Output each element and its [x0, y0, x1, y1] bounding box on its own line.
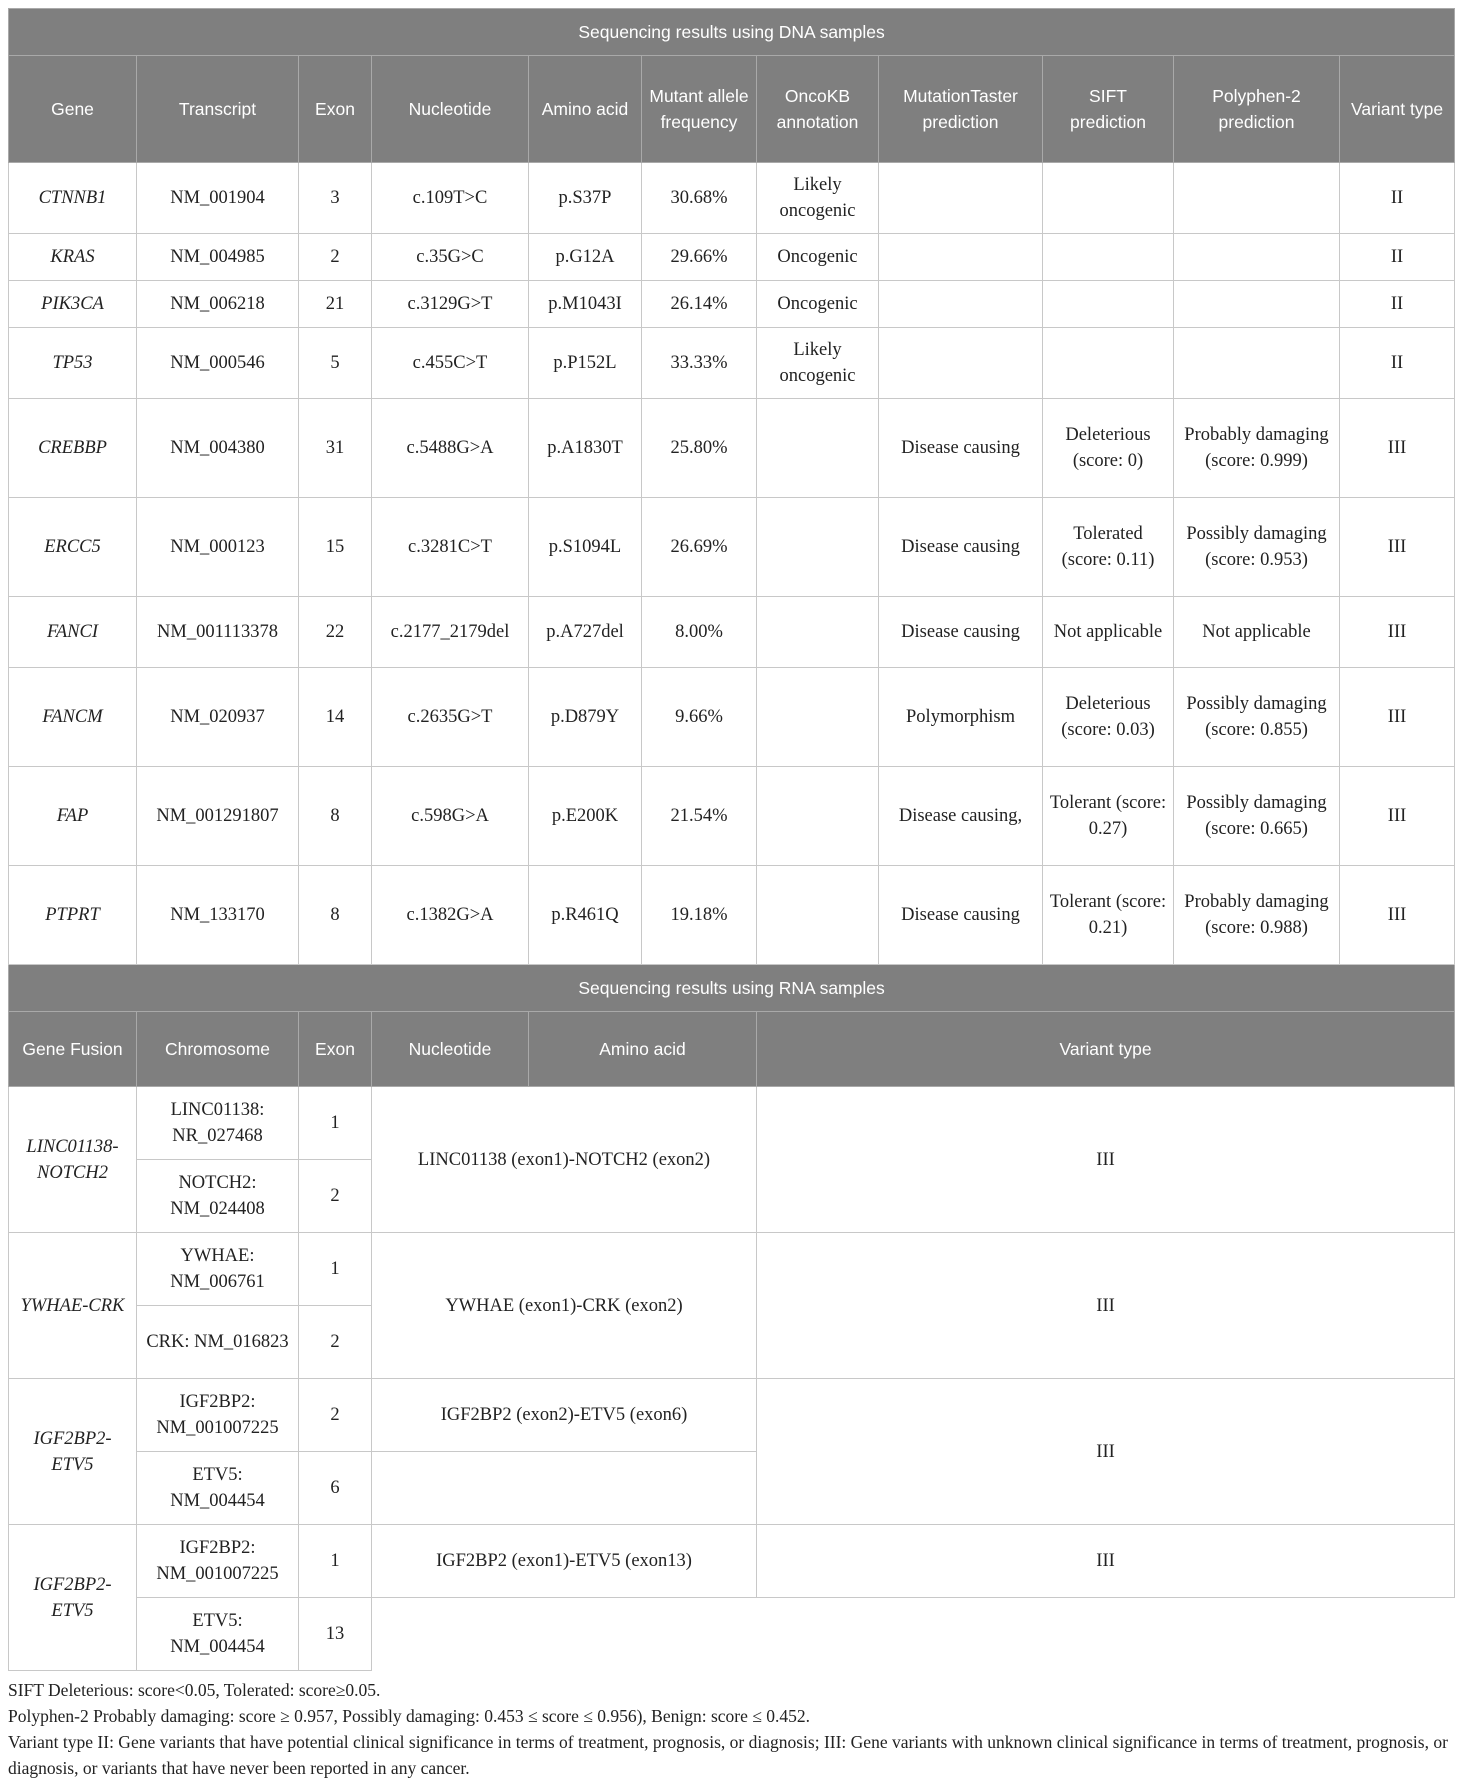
table-row: [9, 498, 1455, 597]
empty-cell: [372, 1452, 757, 1525]
empty-cell: [372, 1598, 1455, 1671]
col-header-exon: Exon: [299, 56, 372, 163]
polyphen-cell: Possibly damaging (score: 0.665): [1174, 767, 1340, 866]
variant-type-cell: III: [1340, 668, 1455, 767]
amino-acid-cell: p.A727del: [529, 597, 642, 668]
exon-cell: 1: [299, 1087, 372, 1160]
exon-cell: 8: [299, 767, 372, 866]
exon-cell: 5: [299, 328, 372, 399]
chromosome-cell: YWHAE: NM_006761: [137, 1233, 299, 1306]
polyphen-cell: [1174, 163, 1340, 234]
exon-cell: 15: [299, 498, 372, 597]
sift-cell: Tolerant (score: 0.21): [1043, 866, 1174, 965]
table-row: [9, 1087, 1455, 1160]
oncokb-cell: Likely oncogenic: [757, 328, 879, 399]
mutationtaster-cell: [879, 163, 1043, 234]
nucleotide-cell: c.1382G>A: [372, 866, 529, 965]
col-header-amino-acid: Amino acid: [529, 1012, 757, 1087]
maf-cell: 21.54%: [642, 767, 757, 866]
exon-cell: 1: [299, 1525, 372, 1598]
gene-cell: KRAS: [9, 234, 137, 281]
col-header-transcript: Transcript: [137, 56, 299, 163]
variant-type-cell: III: [1340, 767, 1455, 866]
table-row: [9, 1525, 1455, 1598]
oncokb-cell: Oncogenic: [757, 281, 879, 328]
col-header-variant-type: Variant type: [1340, 56, 1455, 163]
variant-type-cell: III: [757, 1379, 1455, 1525]
table-row: [9, 767, 1455, 866]
maf-cell: 8.00%: [642, 597, 757, 668]
polyphen-cell: [1174, 281, 1340, 328]
table-row: [9, 328, 1455, 399]
amino-acid-cell: p.D879Y: [529, 668, 642, 767]
maf-cell: 26.14%: [642, 281, 757, 328]
exon-cell: 13: [299, 1598, 372, 1671]
gene-cell: FANCI: [9, 597, 137, 668]
maf-cell: 19.18%: [642, 866, 757, 965]
mutationtaster-cell: [879, 281, 1043, 328]
oncokb-cell: [757, 767, 879, 866]
col-header-chromosome: Chromosome: [137, 1012, 299, 1087]
maf-cell: 30.68%: [642, 163, 757, 234]
nucleotide-cell: c.455C>T: [372, 328, 529, 399]
gene-cell: CREBBP: [9, 399, 137, 498]
variant-type-cell: III: [1340, 498, 1455, 597]
transcript-cell: NM_004380: [137, 399, 299, 498]
table-row: [9, 281, 1455, 328]
fusion-cell: LINC01138-NOTCH2: [9, 1087, 137, 1233]
col-header-gene-fusion: Gene Fusion: [9, 1012, 137, 1087]
mutationtaster-cell: Polymorphism: [879, 668, 1043, 767]
col-header-exon: Exon: [299, 1012, 372, 1087]
amino-acid-cell: p.S37P: [529, 163, 642, 234]
fusion-cell: IGF2BP2-ETV5: [9, 1379, 137, 1525]
sift-cell: [1043, 328, 1174, 399]
fusion-description-cell: YWHAE (exon1)-CRK (exon2): [372, 1233, 757, 1379]
exon-cell: 8: [299, 866, 372, 965]
gene-cell: CTNNB1: [9, 163, 137, 234]
sift-cell: [1043, 163, 1174, 234]
col-header-mutationtaster: MutationTaster prediction: [879, 56, 1043, 163]
amino-acid-cell: p.S1094L: [529, 498, 642, 597]
exon-cell: 31: [299, 399, 372, 498]
maf-cell: 26.69%: [642, 498, 757, 597]
nucleotide-cell: c.109T>C: [372, 163, 529, 234]
gene-cell: PTPRT: [9, 866, 137, 965]
amino-acid-cell: p.E200K: [529, 767, 642, 866]
variant-type-cell: III: [757, 1233, 1455, 1379]
mutationtaster-cell: Disease causing: [879, 399, 1043, 498]
rna-column-headers: [9, 1012, 1455, 1087]
chromosome-cell: ETV5: NM_004454: [137, 1598, 299, 1671]
variant-type-cell: III: [1340, 866, 1455, 965]
polyphen-cell: Probably damaging (score: 0.999): [1174, 399, 1340, 498]
table-footnotes: [8, 1677, 1454, 1781]
polyphen-cell: [1174, 328, 1340, 399]
mutationtaster-cell: Disease causing,: [879, 767, 1043, 866]
nucleotide-cell: c.2635G>T: [372, 668, 529, 767]
gene-cell: TP53: [9, 328, 137, 399]
fusion-cell: YWHAE-CRK: [9, 1233, 137, 1379]
oncokb-cell: [757, 498, 879, 597]
col-header-amino-acid: Amino acid: [529, 56, 642, 163]
fusion-description-cell: LINC01138 (exon1)-NOTCH2 (exon2): [372, 1087, 757, 1233]
exon-cell: 3: [299, 163, 372, 234]
exon-cell: 1: [299, 1233, 372, 1306]
variant-type-cell: III: [1340, 399, 1455, 498]
exon-cell: 2: [299, 1306, 372, 1379]
variant-type-cell: III: [1340, 597, 1455, 668]
amino-acid-cell: p.M1043I: [529, 281, 642, 328]
transcript-cell: NM_001904: [137, 163, 299, 234]
transcript-cell: NM_001113378: [137, 597, 299, 668]
nucleotide-cell: c.2177_2179del: [372, 597, 529, 668]
exon-cell: 6: [299, 1452, 372, 1525]
footnote-sift: SIFT Deleterious: score<0.05, Tolerated: score≥0.05.: [8, 1680, 381, 1700]
exon-cell: 2: [299, 234, 372, 281]
variant-type-cell: III: [757, 1087, 1455, 1233]
polyphen-cell: Possibly damaging (score: 0.953): [1174, 498, 1340, 597]
chromosome-cell: ETV5: NM_004454: [137, 1452, 299, 1525]
oncokb-cell: [757, 668, 879, 767]
table-row: [9, 1598, 1455, 1671]
amino-acid-cell: p.A1830T: [529, 399, 642, 498]
sift-cell: [1043, 281, 1174, 328]
transcript-cell: NM_004985: [137, 234, 299, 281]
polyphen-cell: Possibly damaging (score: 0.855): [1174, 668, 1340, 767]
amino-acid-cell: p.G12A: [529, 234, 642, 281]
transcript-cell: NM_020937: [137, 668, 299, 767]
amino-acid-cell: p.R461Q: [529, 866, 642, 965]
gene-cell: FANCM: [9, 668, 137, 767]
oncokb-cell: Oncogenic: [757, 234, 879, 281]
maf-cell: 9.66%: [642, 668, 757, 767]
table-row: [9, 399, 1455, 498]
dna-column-headers: [9, 56, 1455, 163]
table-row: [9, 597, 1455, 668]
footnote-variant-type: Variant type II: Gene variants that have potential clinical significance in terms of treatment, prognosis, or diagnosis; III: Gene variants with unknown clinical significance in terms of treatment, prognosis, or diagnosis, or variants that have never been reported in any cancer.: [8, 1732, 1448, 1778]
amino-acid-cell: p.P152L: [529, 328, 642, 399]
oncokb-cell: [757, 597, 879, 668]
oncokb-cell: [757, 866, 879, 965]
table-row: [9, 866, 1455, 965]
transcript-cell: NM_000546: [137, 328, 299, 399]
col-header-maf: Mutant allele frequency: [642, 56, 757, 163]
exon-cell: 2: [299, 1379, 372, 1452]
polyphen-cell: Probably damaging (score: 0.988): [1174, 866, 1340, 965]
col-header-nucleotide: Nucleotide: [372, 56, 529, 163]
transcript-cell: NM_006218: [137, 281, 299, 328]
chromosome-cell: NOTCH2: NM_024408: [137, 1160, 299, 1233]
mutationtaster-cell: [879, 234, 1043, 281]
exon-cell: 2: [299, 1160, 372, 1233]
mutationtaster-cell: Disease causing: [879, 866, 1043, 965]
footnote-polyphen: Polyphen-2 Probably damaging: score ≥ 0.957, Possibly damaging: 0.453 ≤ score ≤ 0.956), Benign: score ≤ 0.452.: [8, 1706, 811, 1726]
chromosome-cell: LINC01138: NR_027468: [137, 1087, 299, 1160]
table-row: [9, 1379, 1455, 1452]
fusion-description-cell: IGF2BP2 (exon1)-ETV5 (exon13): [372, 1525, 757, 1598]
results-table-figure: [8, 8, 1454, 1781]
chromosome-cell: IGF2BP2: NM_001007225: [137, 1525, 299, 1598]
sift-cell: Tolerated (score: 0.11): [1043, 498, 1174, 597]
dna-section-header: [9, 9, 1455, 56]
mutationtaster-cell: Disease causing: [879, 597, 1043, 668]
col-header-oncokb: OncoKB annotation: [757, 56, 879, 163]
maf-cell: 25.80%: [642, 399, 757, 498]
nucleotide-cell: c.5488G>A: [372, 399, 529, 498]
nucleotide-cell: c.35G>C: [372, 234, 529, 281]
nucleotide-cell: c.598G>A: [372, 767, 529, 866]
gene-cell: FAP: [9, 767, 137, 866]
col-header-polyphen: Polyphen-2 prediction: [1174, 56, 1340, 163]
rna-section-title: Sequencing results using RNA samples: [9, 965, 1455, 1012]
col-header-gene: Gene: [9, 56, 137, 163]
nucleotide-cell: c.3129G>T: [372, 281, 529, 328]
gene-cell: ERCC5: [9, 498, 137, 597]
variant-type-cell: II: [1340, 234, 1455, 281]
sequencing-results-table: [8, 8, 1455, 1671]
variant-type-cell: II: [1340, 163, 1455, 234]
fusion-cell: IGF2BP2-ETV5: [9, 1525, 137, 1671]
variant-type-cell: III: [757, 1525, 1455, 1598]
mutationtaster-cell: Disease causing: [879, 498, 1043, 597]
chromosome-cell: CRK: NM_016823: [137, 1306, 299, 1379]
sift-cell: Tolerant (score: 0.27): [1043, 767, 1174, 866]
rna-section-header: [9, 965, 1455, 1012]
exon-cell: 21: [299, 281, 372, 328]
transcript-cell: NM_133170: [137, 866, 299, 965]
col-header-sift: SIFT prediction: [1043, 56, 1174, 163]
sift-cell: [1043, 234, 1174, 281]
sift-cell: Deleterious (score: 0.03): [1043, 668, 1174, 767]
maf-cell: 33.33%: [642, 328, 757, 399]
chromosome-cell: IGF2BP2: NM_001007225: [137, 1379, 299, 1452]
fusion-description-cell: IGF2BP2 (exon2)-ETV5 (exon6): [372, 1379, 757, 1452]
table-row: [9, 163, 1455, 234]
table-row: [9, 1233, 1455, 1306]
sift-cell: Deleterious (score: 0): [1043, 399, 1174, 498]
variant-type-cell: II: [1340, 281, 1455, 328]
oncokb-cell: Likely oncogenic: [757, 163, 879, 234]
mutationtaster-cell: [879, 328, 1043, 399]
exon-cell: 22: [299, 597, 372, 668]
dna-section-title: Sequencing results using DNA samples: [9, 9, 1455, 56]
col-header-variant-type: Variant type: [757, 1012, 1455, 1087]
oncokb-cell: [757, 399, 879, 498]
sift-cell: Not applicable: [1043, 597, 1174, 668]
table-row: [9, 668, 1455, 767]
polyphen-cell: Not applicable: [1174, 597, 1340, 668]
table-row: [9, 234, 1455, 281]
variant-type-cell: II: [1340, 328, 1455, 399]
nucleotide-cell: c.3281C>T: [372, 498, 529, 597]
exon-cell: 14: [299, 668, 372, 767]
transcript-cell: NM_000123: [137, 498, 299, 597]
transcript-cell: NM_001291807: [137, 767, 299, 866]
col-header-nucleotide: Nucleotide: [372, 1012, 529, 1087]
gene-cell: PIK3CA: [9, 281, 137, 328]
maf-cell: 29.66%: [642, 234, 757, 281]
polyphen-cell: [1174, 234, 1340, 281]
